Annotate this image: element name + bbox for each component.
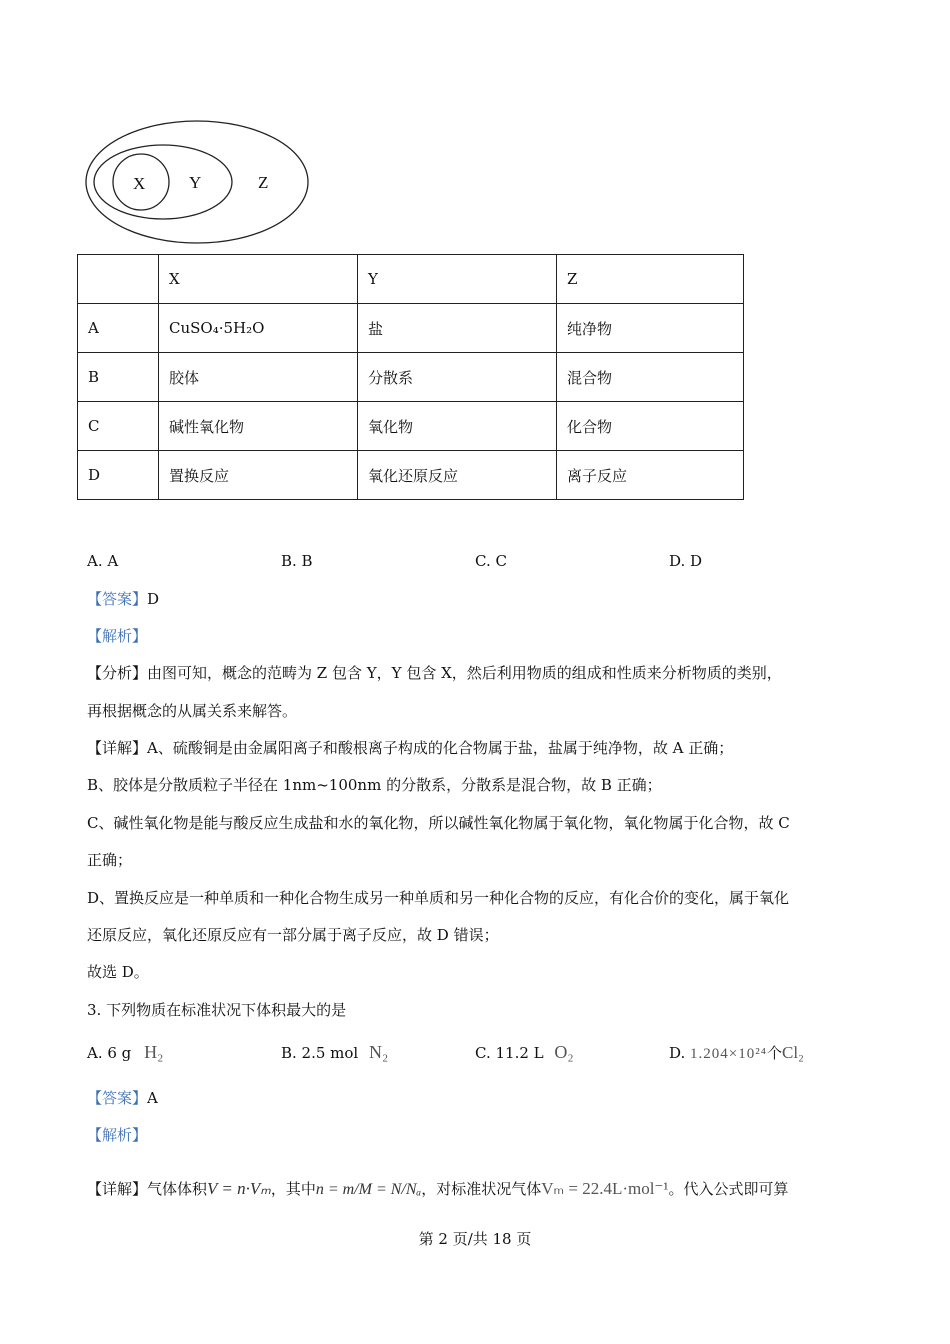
detail-text: A、硫酸铜是由金属阳离子和酸根离子构成的化合物属于盐，盐属于纯净物，故 A 正确； <box>147 739 734 757</box>
q3-analysis-heading <box>87 1124 147 1146</box>
table-cell: CuSO₄·5H₂O <box>159 304 358 353</box>
table-cell: 纯净物 <box>557 304 744 353</box>
label-z: Z <box>258 173 269 192</box>
q2-option-c: C. C <box>475 552 507 570</box>
q3-option-a-label: A. 6 g <box>87 1044 132 1062</box>
q3-option-c <box>475 1042 574 1063</box>
table-cell: 混合物 <box>557 353 744 402</box>
page-footer: 第 2 页/共 18 页 <box>418 1230 532 1248</box>
q2-detail-b: B、胶体是分散质粒子半径在 1nm~100nm 的分散系，分散系是混合物，故 B 正确； <box>87 776 662 794</box>
q2-detail-d1: D、置换反应是一种单质和一种化合物生成另一种单质和另一种化合物的反应，有化合价的变化，属于氧化 <box>87 889 790 907</box>
fenxi-label: 【分析】 <box>87 664 148 682</box>
middle-ellipse-y <box>94 145 232 219</box>
detail-label: 【详解】 <box>87 739 148 757</box>
detail-label: 【详解】 <box>87 1180 148 1198</box>
analysis-label: 【解析】 <box>87 627 148 645</box>
detail-text-4: 。代入公式即可算 <box>668 1180 789 1198</box>
q3-option-d-formula: Cl₂ <box>782 1043 804 1062</box>
q3-answer <box>87 1087 158 1109</box>
answer-label: 【答案】 <box>87 1089 148 1107</box>
q3-option-d-label: D. <box>669 1044 686 1062</box>
formula-moles: n = m/M = N/Nₐ <box>315 1181 422 1198</box>
q3-option-b <box>281 1042 388 1063</box>
table-cell: 胶体 <box>159 353 358 402</box>
q2-option-a: A. A <box>87 552 119 570</box>
q2-fenxi-line <box>87 662 782 684</box>
table-cell: 氧化还原反应 <box>358 451 557 500</box>
table-cell: 氧化物 <box>358 402 557 451</box>
q3-stem: 3. 下列物质在标准状况下体积最大的是 <box>87 1001 347 1019</box>
table-cell: Z <box>557 255 744 304</box>
q2-conclusion: 故选 D。 <box>87 963 149 981</box>
q3-option-d-unit: 个 <box>766 1044 782 1062</box>
table-cell: A <box>78 304 159 353</box>
table-cell: 分散系 <box>358 353 557 402</box>
q2-analysis-heading <box>87 625 147 647</box>
q3-option-d-value: 1.204×10²⁴ <box>690 1046 767 1062</box>
table-cell: B <box>78 353 159 402</box>
q2-detail-a <box>87 737 733 759</box>
table-row <box>78 304 744 353</box>
q3-option-c-label: C. 11.2 L <box>475 1044 544 1062</box>
table-cell: 化合物 <box>557 402 744 451</box>
answer-value: A <box>147 1089 158 1107</box>
table-cell: D <box>78 451 159 500</box>
table-row <box>78 353 744 402</box>
q2-fenxi-line-2: 再根据概念的从属关系来解答。 <box>87 702 298 720</box>
table-row <box>78 402 744 451</box>
table-cell: 碱性氧化物 <box>159 402 358 451</box>
label-x: X <box>133 174 146 193</box>
q2-detail-c2: 正确； <box>87 851 133 869</box>
q2-option-b: B. B <box>281 552 313 570</box>
formula-molar-volume: Vₘ = 22.4L·mol⁻¹ <box>541 1179 669 1198</box>
q3-option-b-formula: N₂ <box>369 1042 389 1062</box>
table-cell: C <box>78 402 159 451</box>
detail-text-1: 气体体积 <box>147 1180 208 1198</box>
table-cell: 置换反应 <box>159 451 358 500</box>
venn-diagram <box>84 120 314 248</box>
q3-option-c-formula: O₂ <box>554 1042 574 1062</box>
q2-detail-c1: C、碱性氧化物是能与酸反应生成盐和水的氧化物，所以碱性氧化物属于氧化物，氧化物属于化合物，故 C <box>87 814 790 832</box>
answer-value: D <box>147 590 160 608</box>
table-cell: X <box>159 255 358 304</box>
table-cell: 盐 <box>358 304 557 353</box>
table-row <box>78 451 744 500</box>
q3-option-b-label: B. 2.5 mol <box>281 1044 359 1062</box>
q3-option-a <box>87 1042 163 1063</box>
classification-table <box>77 254 744 500</box>
table-cell: Y <box>358 255 557 304</box>
table-header-row <box>78 255 744 304</box>
q3-option-d <box>669 1042 804 1063</box>
fenxi-text: 由图可知，概念的范畴为 Z 包含 Y，Y 包含 X，然后利用物质的组成和性质来分析物质的类别， <box>147 664 782 682</box>
detail-text-2: ，其中 <box>270 1180 316 1198</box>
q2-option-d: D. D <box>669 552 703 570</box>
detail-text-3: ，对标准状况气体 <box>421 1180 542 1198</box>
analysis-label: 【解析】 <box>87 1126 148 1144</box>
answer-label: 【答案】 <box>87 590 148 608</box>
q2-answer <box>87 588 159 610</box>
q2-detail-d2: 还原反应，氧化还原反应有一部分属于离子反应，故 D 错误； <box>87 926 499 944</box>
formula-volume: V = n·Vₘ <box>207 1179 271 1198</box>
table-cell: 离子反应 <box>557 451 744 500</box>
q3-option-a-formula: H₂ <box>144 1042 164 1062</box>
table-cell <box>78 255 159 304</box>
q3-detail <box>87 1178 789 1201</box>
label-y: Y <box>189 173 202 192</box>
